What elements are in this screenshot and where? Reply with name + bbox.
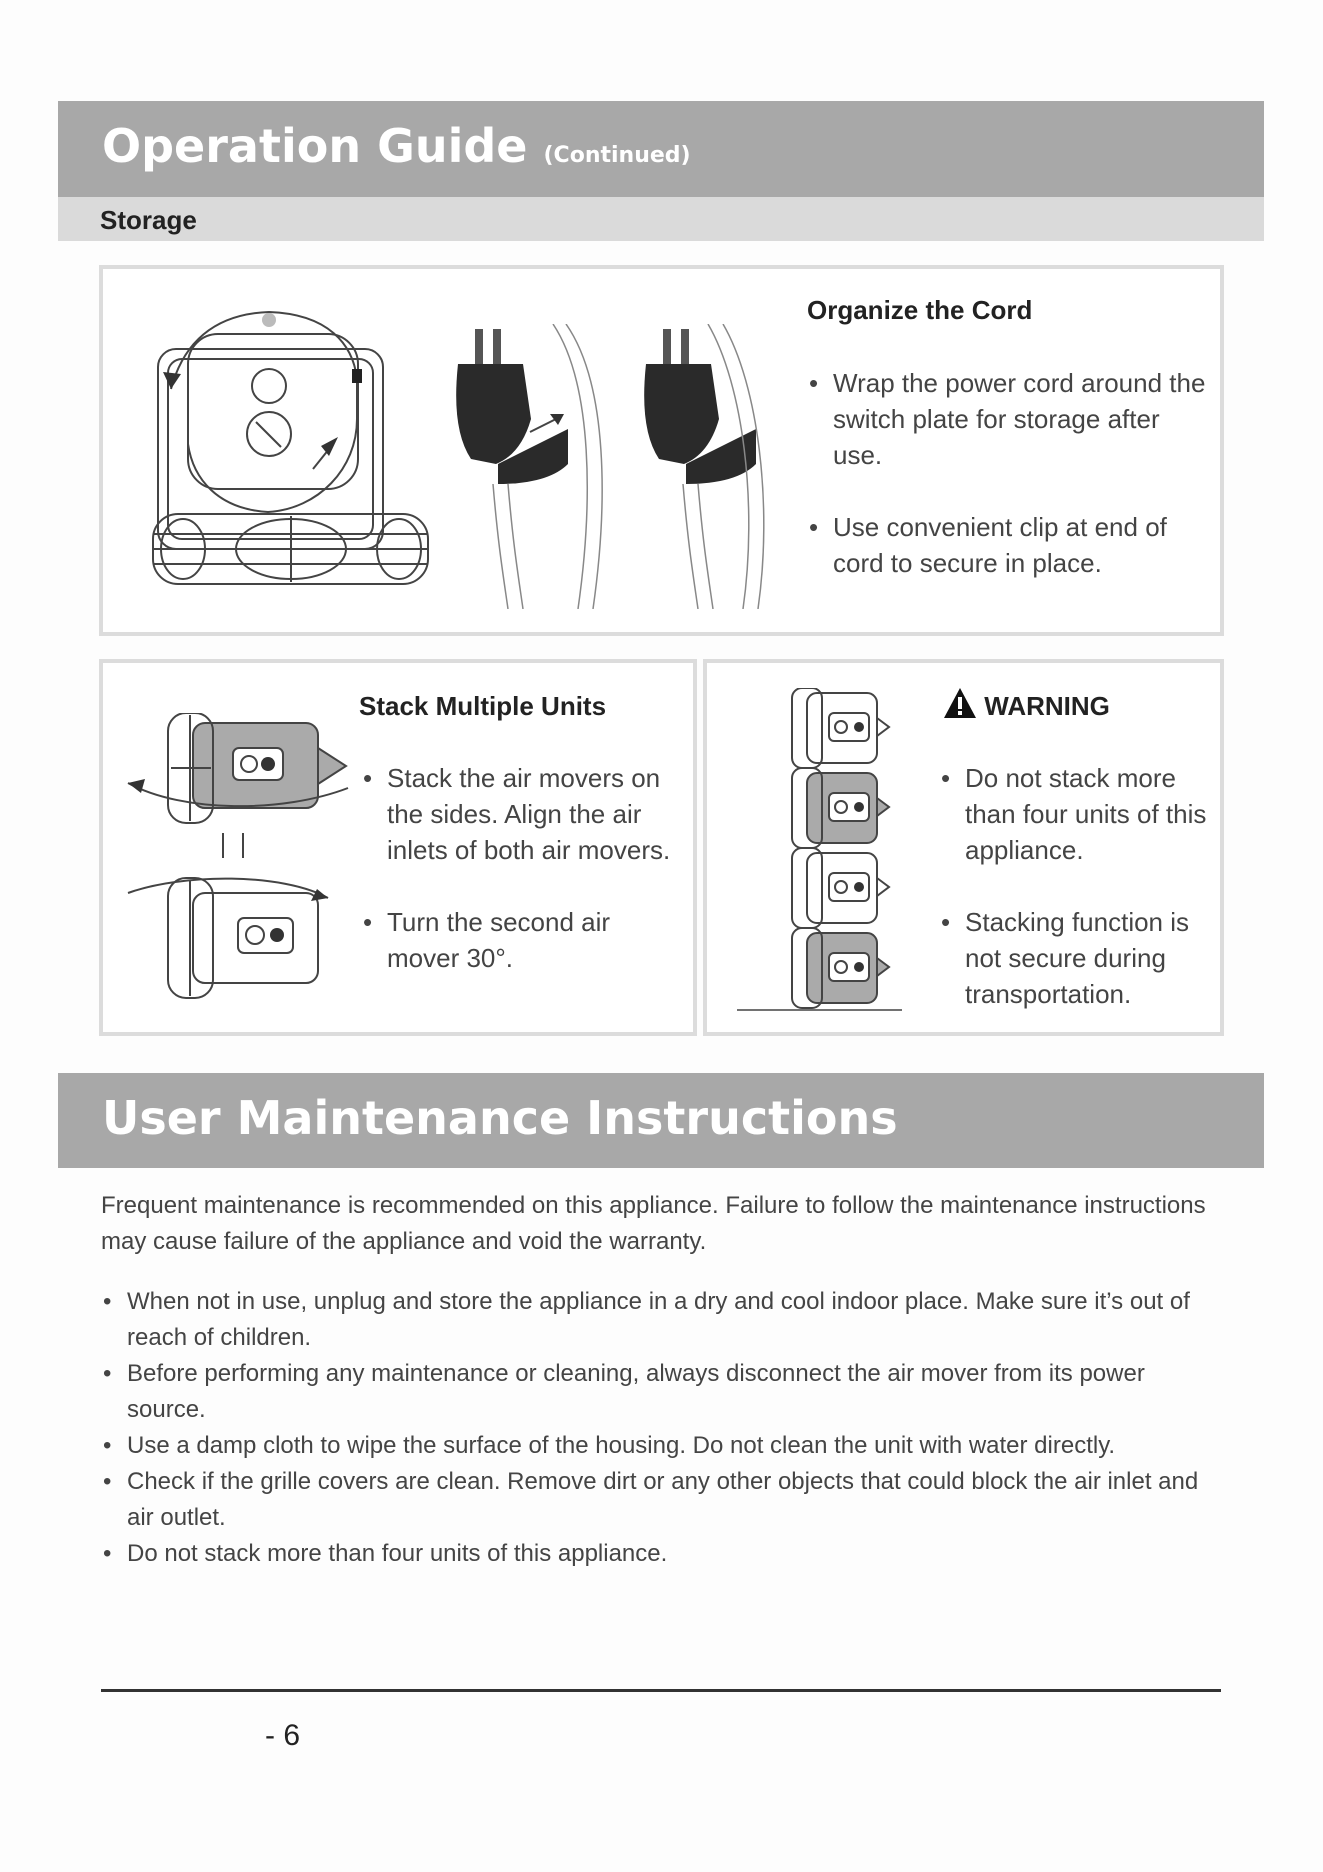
warning-title [943, 687, 1110, 722]
cord-bullet: • Use convenient clip at end of cord to secure in place. [807, 509, 1207, 581]
storage-band [58, 197, 1264, 241]
footer-rule [101, 1689, 1221, 1692]
storage-label: Storage [100, 205, 197, 235]
header-band [58, 101, 1264, 197]
maintenance-list [101, 1284, 1226, 1572]
maintenance-item: • Use a damp cloth to wipe the surface of the housing. Do not clean the unit with water directly. [101, 1428, 1226, 1464]
warning-bullet: • Do not stack more than four units of this appliance. [939, 760, 1229, 868]
maintenance-item: • When not in use, unplug and store the appliance in a dry and cool indoor place. Make sure it’s out of reach of children. [101, 1284, 1226, 1356]
maintenance-band [58, 1073, 1264, 1168]
cord-box [99, 265, 1224, 636]
cord-wrap-illustration [143, 294, 463, 609]
page-subtitle: (Continued) [543, 143, 691, 168]
cord-title: Organize the Cord [807, 295, 1033, 325]
maintenance-item: • Check if the grille covers are clean. Remove dirt or any other objects that could block the air inlet and air outlet. [101, 1464, 1226, 1536]
warning-bullets [939, 760, 1229, 1048]
stack-title: Stack Multiple Units [359, 691, 607, 721]
warning-bullet: • Stacking function is not secure during transportation. [939, 904, 1229, 1012]
maintenance-intro: Frequent maintenance is recommended on this appliance. Failure to follow the maintenance instructions may cause failure of the appliance and void the warranty. [101, 1192, 1206, 1255]
page-title [102, 119, 691, 173]
four-unit-stack-illustration [737, 688, 907, 1023]
page-title-text: Operation Guide [102, 119, 528, 173]
maintenance-title: User Maintenance Instructions [102, 1091, 898, 1145]
stack-illustration [123, 713, 353, 1013]
cord-bullet: • Wrap the power cord around the switch plate for storage after use. [807, 365, 1207, 473]
stack-bullet: • Stack the air movers on the sides. Align the air inlets of both air movers. [361, 760, 681, 868]
stack-bullets [361, 760, 681, 1012]
stack-bullet: • Turn the second air mover 30°. [361, 904, 681, 976]
warning-triangle-icon [943, 687, 977, 719]
stack-box [99, 659, 697, 1036]
cord-bullets [807, 365, 1207, 617]
maintenance-item: • Do not stack more than four units of this appliance. [101, 1536, 1226, 1572]
plug-clip-illustration [438, 324, 858, 609]
page-number: - 6 [265, 1719, 301, 1752]
warning-title-text: WARNING [984, 691, 1110, 721]
maintenance-item: • Before performing any maintenance or cleaning, always disconnect the air mover from its power source. [101, 1356, 1226, 1428]
warning-box [703, 659, 1224, 1036]
